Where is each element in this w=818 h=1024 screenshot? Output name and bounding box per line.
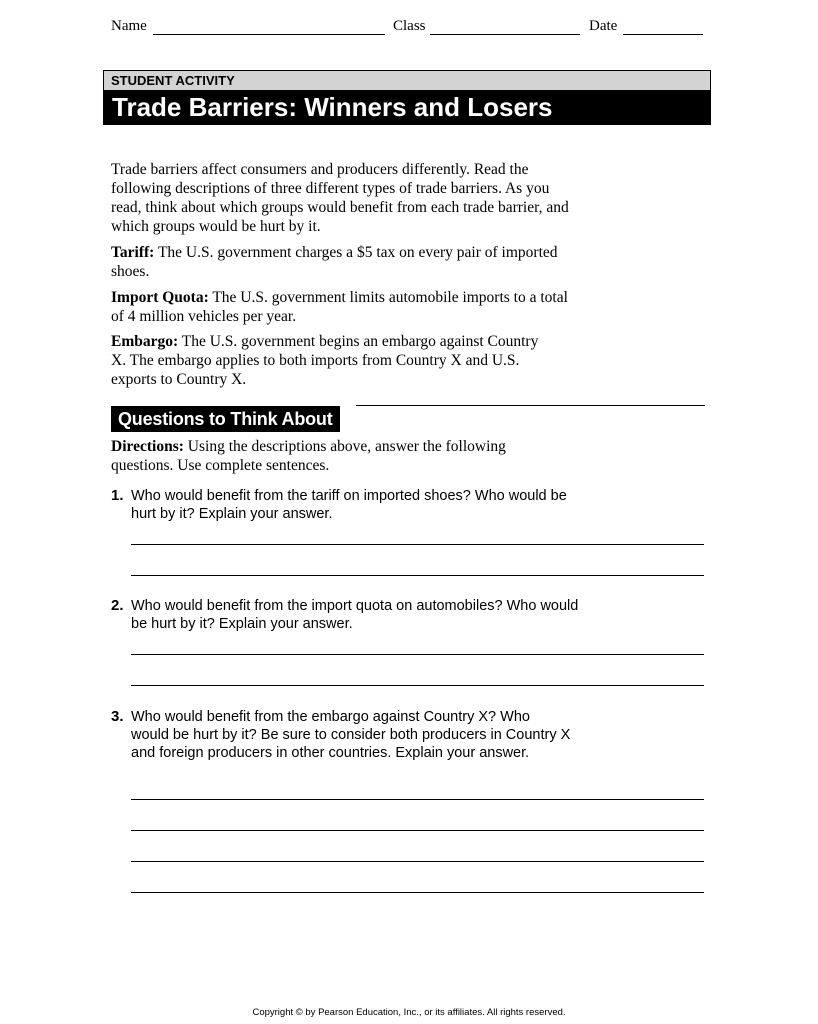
directions-text: Using the descriptions above, answer the following questions. Use complete sentences. — [111, 438, 506, 474]
directions-label: Directions: — [111, 438, 184, 455]
date-field[interactable] — [623, 34, 703, 35]
question-1 — [111, 487, 581, 523]
class-field[interactable] — [430, 34, 580, 35]
answer-line[interactable] — [131, 861, 704, 862]
banner-kicker: STUDENT ACTIVITY — [104, 71, 710, 91]
answer-line[interactable] — [131, 654, 704, 655]
question-number: 3. — [111, 708, 124, 725]
answer-line[interactable] — [131, 799, 704, 800]
questions-heading: Questions to Think About — [111, 406, 340, 432]
name-field[interactable] — [153, 34, 385, 35]
question-text: Who would benefit from the import quota on automobiles? Who would be hurt by it? Explain your answer. — [131, 598, 579, 632]
answer-line[interactable] — [131, 830, 704, 831]
barrier-import-quota — [111, 288, 581, 326]
date-label: Date — [589, 18, 618, 34]
answer-line[interactable] — [131, 575, 704, 576]
question-number: 2. — [111, 597, 124, 614]
answer-line[interactable] — [131, 544, 704, 545]
barrier-term: Embargo: — [111, 333, 179, 350]
barrier-term: Tariff: — [111, 244, 155, 261]
answer-line[interactable] — [131, 892, 704, 893]
question-2 — [111, 597, 581, 633]
barrier-text: The U.S. government begins an embargo against Country X. The embargo applies to both imports from Country X and U.S. exports to Country X. — [111, 333, 539, 388]
section-rule — [356, 405, 705, 406]
question-3 — [111, 708, 571, 762]
question-number: 1. — [111, 487, 124, 504]
barrier-tariff — [111, 243, 573, 281]
answer-line[interactable] — [131, 685, 704, 686]
barrier-text: The U.S. government limits automobile imports to a total of 4 million vehicles per year. — [111, 289, 568, 325]
barrier-embargo — [111, 332, 556, 389]
activity-banner — [103, 70, 711, 125]
copyright-footer: Copyright © by Pearson Education, Inc., or its affiliates. All rights reserved. — [252, 1007, 566, 1018]
question-text: Who would benefit from the tariff on imported shoes? Who would be hurt by it? Explain your answer. — [131, 488, 567, 522]
name-label: Name — [111, 18, 147, 34]
directions — [111, 437, 551, 475]
barrier-term: Import Quota: — [111, 289, 209, 306]
page-title: Trade Barriers: Winners and Losers — [104, 91, 710, 124]
class-label: Class — [393, 18, 426, 34]
intro-paragraph: Trade barriers affect consumers and producers differently. Read the following descriptions of three different types of trade barriers. As you read, think about which groups would benefit from each trade barrier, and which groups would be hurt by it. — [111, 161, 569, 235]
question-text: Who would benefit from the embargo against Country X? Who would be hurt by it? Be sure to consider both producers in Country X and foreign producers in other countries. Explain your answer. — [131, 709, 571, 761]
barrier-text: The U.S. government charges a $5 tax on every pair of imported shoes. — [111, 244, 558, 280]
